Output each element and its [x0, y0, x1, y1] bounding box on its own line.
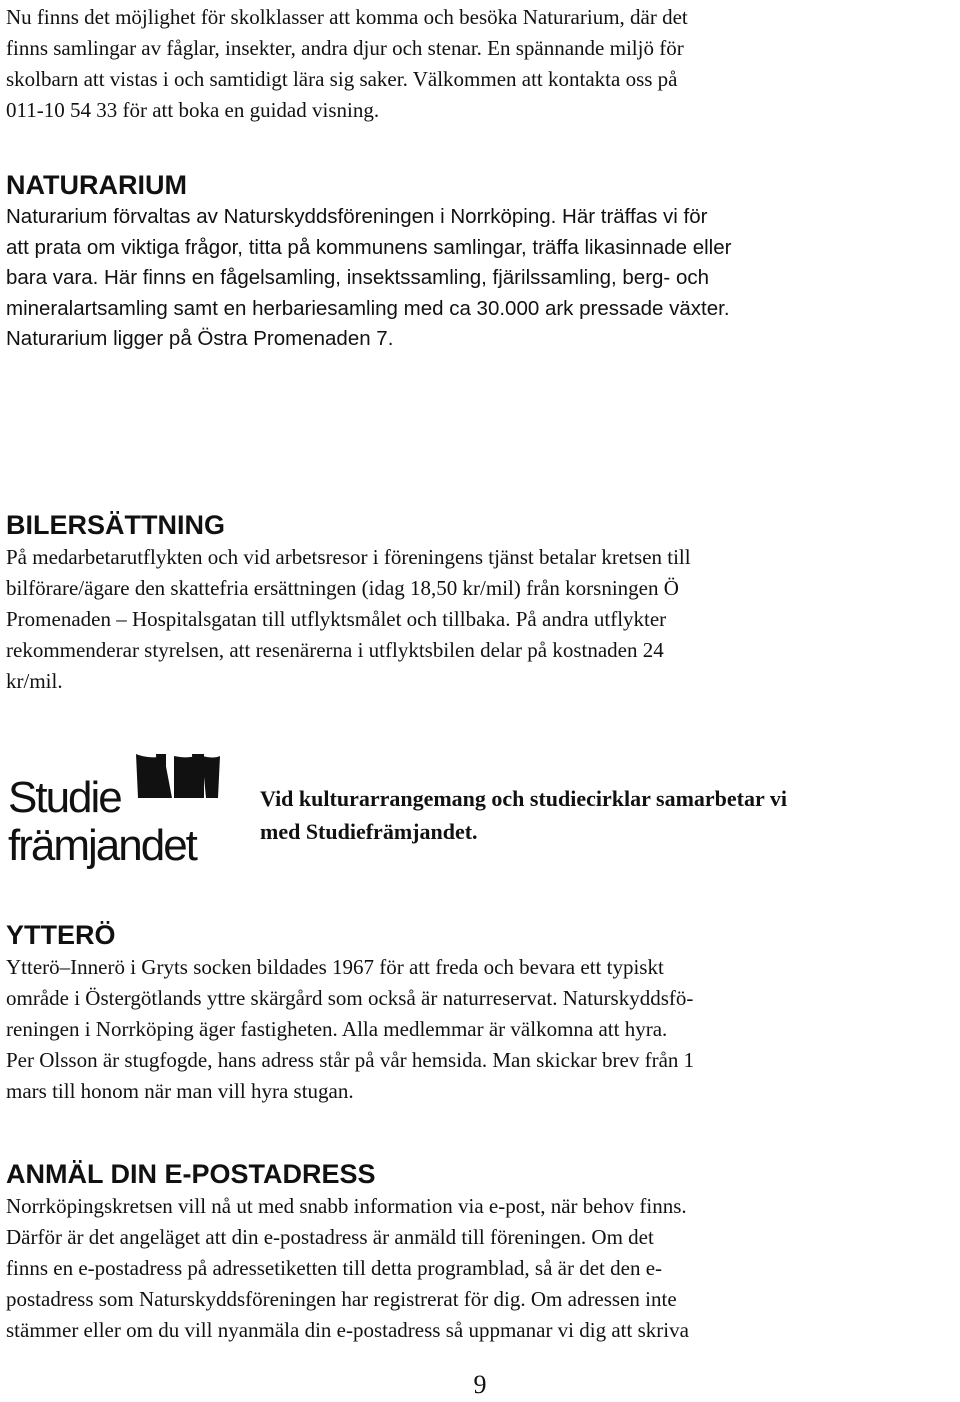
section-heading: YTTERÖ: [6, 920, 116, 950]
body-line: Naturarium förvaltas av Naturskyddsföreningen i Norrköping. Här träffas vi för: [6, 205, 708, 228]
body-line: Vid kulturarrangemang och studiecirklar samarbetar vi: [260, 786, 787, 811]
body-line: På medarbetarutflykten och vid arbetsresor i föreningens tjänst betalar kretsen till: [6, 545, 691, 569]
studiefromjandet-text: [260, 782, 960, 848]
intro-section: [6, 2, 954, 126]
body-line: att prata om viktiga frågor, titta på kommunens samlingar, träffa likasinnade eller: [6, 235, 732, 259]
bilersattning-section: [6, 508, 954, 697]
body-line: Norrköpingskretsen vill nå ut med snabb information via e-post, när behov finns.: [6, 1194, 687, 1218]
book-icon: [136, 754, 220, 798]
body-line: rekommenderar styrelsen, att resenärerna i utflyktsbilen delar på kostnaden 24: [6, 638, 664, 662]
body-line: stämmer eller om du vill nyanmäla din e-postadress så uppmanar vi dig att skriva: [6, 1318, 689, 1342]
studiefromjandet-section: [6, 752, 960, 882]
intro-line: 011-10 54 33 för att boka en guidad visning.: [6, 98, 380, 122]
section-heading: NATURARIUM: [6, 170, 187, 200]
body-line: med Studiefrämjandet.: [260, 819, 478, 844]
body-line: reningen i Norrköping äger fastigheten. Alla medlemmar är välkomna att hyra.: [6, 1017, 668, 1041]
intro-line: skolbarn att vistas i och samtidigt lära sig saker. Välkommen att kontakta oss på: [6, 67, 678, 91]
intro-line: Nu finns det möjlighet för skolklasser att komma och besöka Naturarium, där det: [6, 5, 688, 29]
logo-text-studie: Studie: [8, 773, 121, 822]
body-line: mineralartsamling samt en herbariesamling med ca 30.000 ark pressade växter.: [6, 296, 730, 320]
body-line: Därför är det angeläget att din e-postadress är anmäld till föreningen. Om det: [6, 1225, 654, 1249]
epost-section: [6, 1157, 954, 1346]
logo-text-framjandet: främjandet: [8, 821, 196, 870]
body-line: Promenaden – Hospitalsgatan till utflyktsmålet och tillbaka. På andra utflykter: [6, 607, 667, 631]
body-line: postadress som Naturskyddsföreningen har registrerat för dig. Om adressen inte: [6, 1287, 677, 1311]
naturarium-section: [6, 168, 954, 355]
body-line: Ytterö–Innerö i Gryts socken bildades 1967 för att freda och bevara ett typiskt: [6, 955, 664, 979]
body-line: finns en e-postadress på adressetiketten till detta programblad, så är det den e-: [6, 1256, 663, 1280]
ytteroe-section: [6, 918, 954, 1107]
page-number: 9: [473, 1370, 487, 1399]
section-heading: ANMÄL DIN E-POSTADRESS: [6, 1159, 376, 1189]
section-heading: BILERSÄTTNING: [6, 510, 225, 540]
body-line: område i Östergötlands yttre skärgård som också är naturreservat. Naturskyddsfö-: [6, 986, 694, 1010]
studiefromjandet-logo: [6, 752, 220, 878]
body-line: kr/mil.: [6, 669, 63, 693]
body-line: Per Olsson är stugfogde, hans adress står på vår hemsida. Man skickar brev från 1: [6, 1048, 695, 1072]
body-line: bilförare/ägare den skattefria ersättningen (idag 18,50 kr/mil) från korsningen Ö: [6, 576, 679, 600]
body-line: bara vara. Här finns en fågelsamling, insektssamling, fjärilssamling, berg- och: [6, 266, 710, 289]
body-line: mars till honom när man vill hyra stugan.: [6, 1079, 354, 1103]
body-line: Naturarium ligger på Östra Promenaden 7.: [6, 327, 394, 350]
intro-line: finns samlingar av fåglar, insekter, andra djur och stenar. En spännande miljö för: [6, 36, 684, 60]
